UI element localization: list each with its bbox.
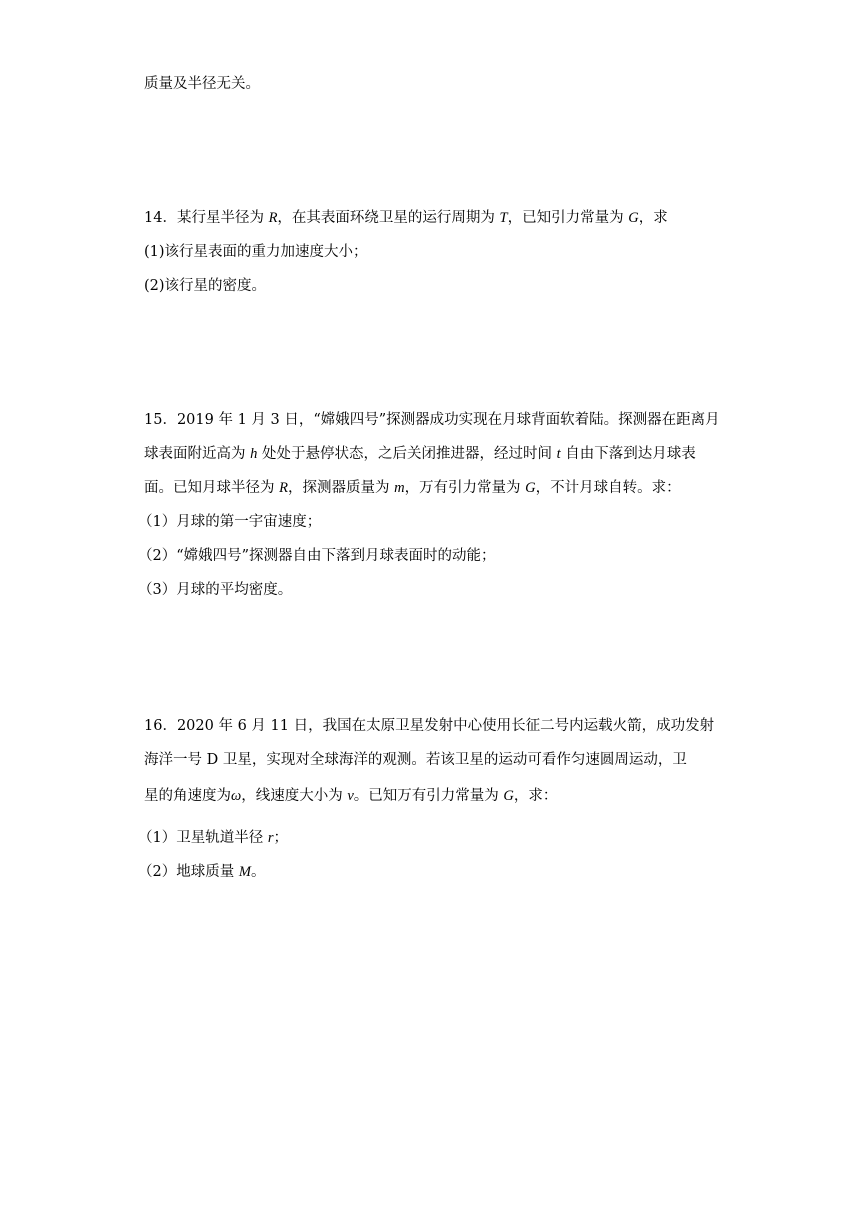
math-variable: m	[394, 480, 405, 496]
text-segment: ，线速度大小为	[241, 788, 348, 804]
text-segment: 。	[250, 864, 266, 880]
q15-stem-line-1: 15．2019 年 1 月 3 日，“嫦娥四号”探测器成功实现在月球背面软着陆。探测器在距离月	[144, 412, 720, 428]
text-segment: ，求：	[513, 788, 558, 804]
q14-part-1: (1)该行星表面的重力加速度大小；	[144, 244, 368, 260]
text-segment: ，探测器质量为	[287, 480, 395, 496]
text-segment: 自由下落到达月球表	[560, 446, 696, 462]
text-segment: ；	[273, 830, 288, 846]
q15-part-1: （1）月球的第一宇宙速度；	[138, 514, 322, 530]
text-segment: ，不计月球自转。求：	[535, 480, 681, 496]
q15-stem-line-3	[144, 478, 681, 498]
q14-stem	[144, 208, 668, 228]
text-segment: 14．某行星半径为	[144, 210, 269, 226]
q16-part-2	[138, 862, 265, 882]
q16-stem-line-2: 海洋一号 D 卫星，实现对全球海洋的观测。若该卫星的运动可看作匀速圆周运动，卫	[144, 752, 687, 768]
q15-part-2: （2）“嫦娥四号”探测器自由下落到月球表面时的动能；	[138, 548, 496, 564]
math-variable: G	[525, 480, 536, 496]
math-variable: R	[268, 210, 278, 226]
math-variable: G	[503, 788, 514, 804]
text-segment: ，已知引力常量为	[507, 210, 629, 226]
text-segment: ，求	[638, 210, 668, 226]
math-variable: T	[499, 210, 508, 226]
text-segment: 。已知万有引力常量为	[353, 788, 504, 804]
text-segment: ，万有引力常量为	[404, 480, 526, 496]
math-variable: r	[267, 830, 274, 846]
text-segment: 面。已知月球半径为	[144, 480, 280, 496]
text-segment: 处处于悬停状态，之后关闭推进器，经过时间	[257, 446, 557, 462]
text-segment: （1）卫星轨道半径	[138, 830, 268, 846]
q16-stem-line-1: 16．2020 年 6 月 11 日，我国在太原卫星发射中心使用长征二号内运载火箭，成功发射	[144, 718, 715, 734]
q16-part-1	[138, 828, 288, 848]
text-segment: ，在其表面环绕卫星的运行周期为	[277, 210, 500, 226]
math-variable: G	[628, 210, 639, 226]
q15-stem-line-2	[144, 444, 696, 464]
math-variable: h	[250, 446, 258, 462]
math-variable: v	[347, 788, 354, 804]
math-variable: M	[238, 864, 251, 880]
text-segment: 球表面附近高为	[144, 446, 251, 462]
text-segment: （2）地球质量	[138, 864, 239, 880]
math-variable: R	[279, 480, 288, 496]
q14-part-2: (2)该行星的密度。	[144, 278, 267, 294]
q15-part-3: （3）月球的平均密度。	[138, 582, 293, 598]
math-variable: ω	[231, 788, 242, 804]
q13-tail-text: 质量及半径无关。	[144, 76, 260, 92]
q16-stem-line-3	[144, 786, 557, 806]
text-segment: 星的角速度为	[144, 788, 231, 804]
math-variable: t	[556, 446, 561, 462]
